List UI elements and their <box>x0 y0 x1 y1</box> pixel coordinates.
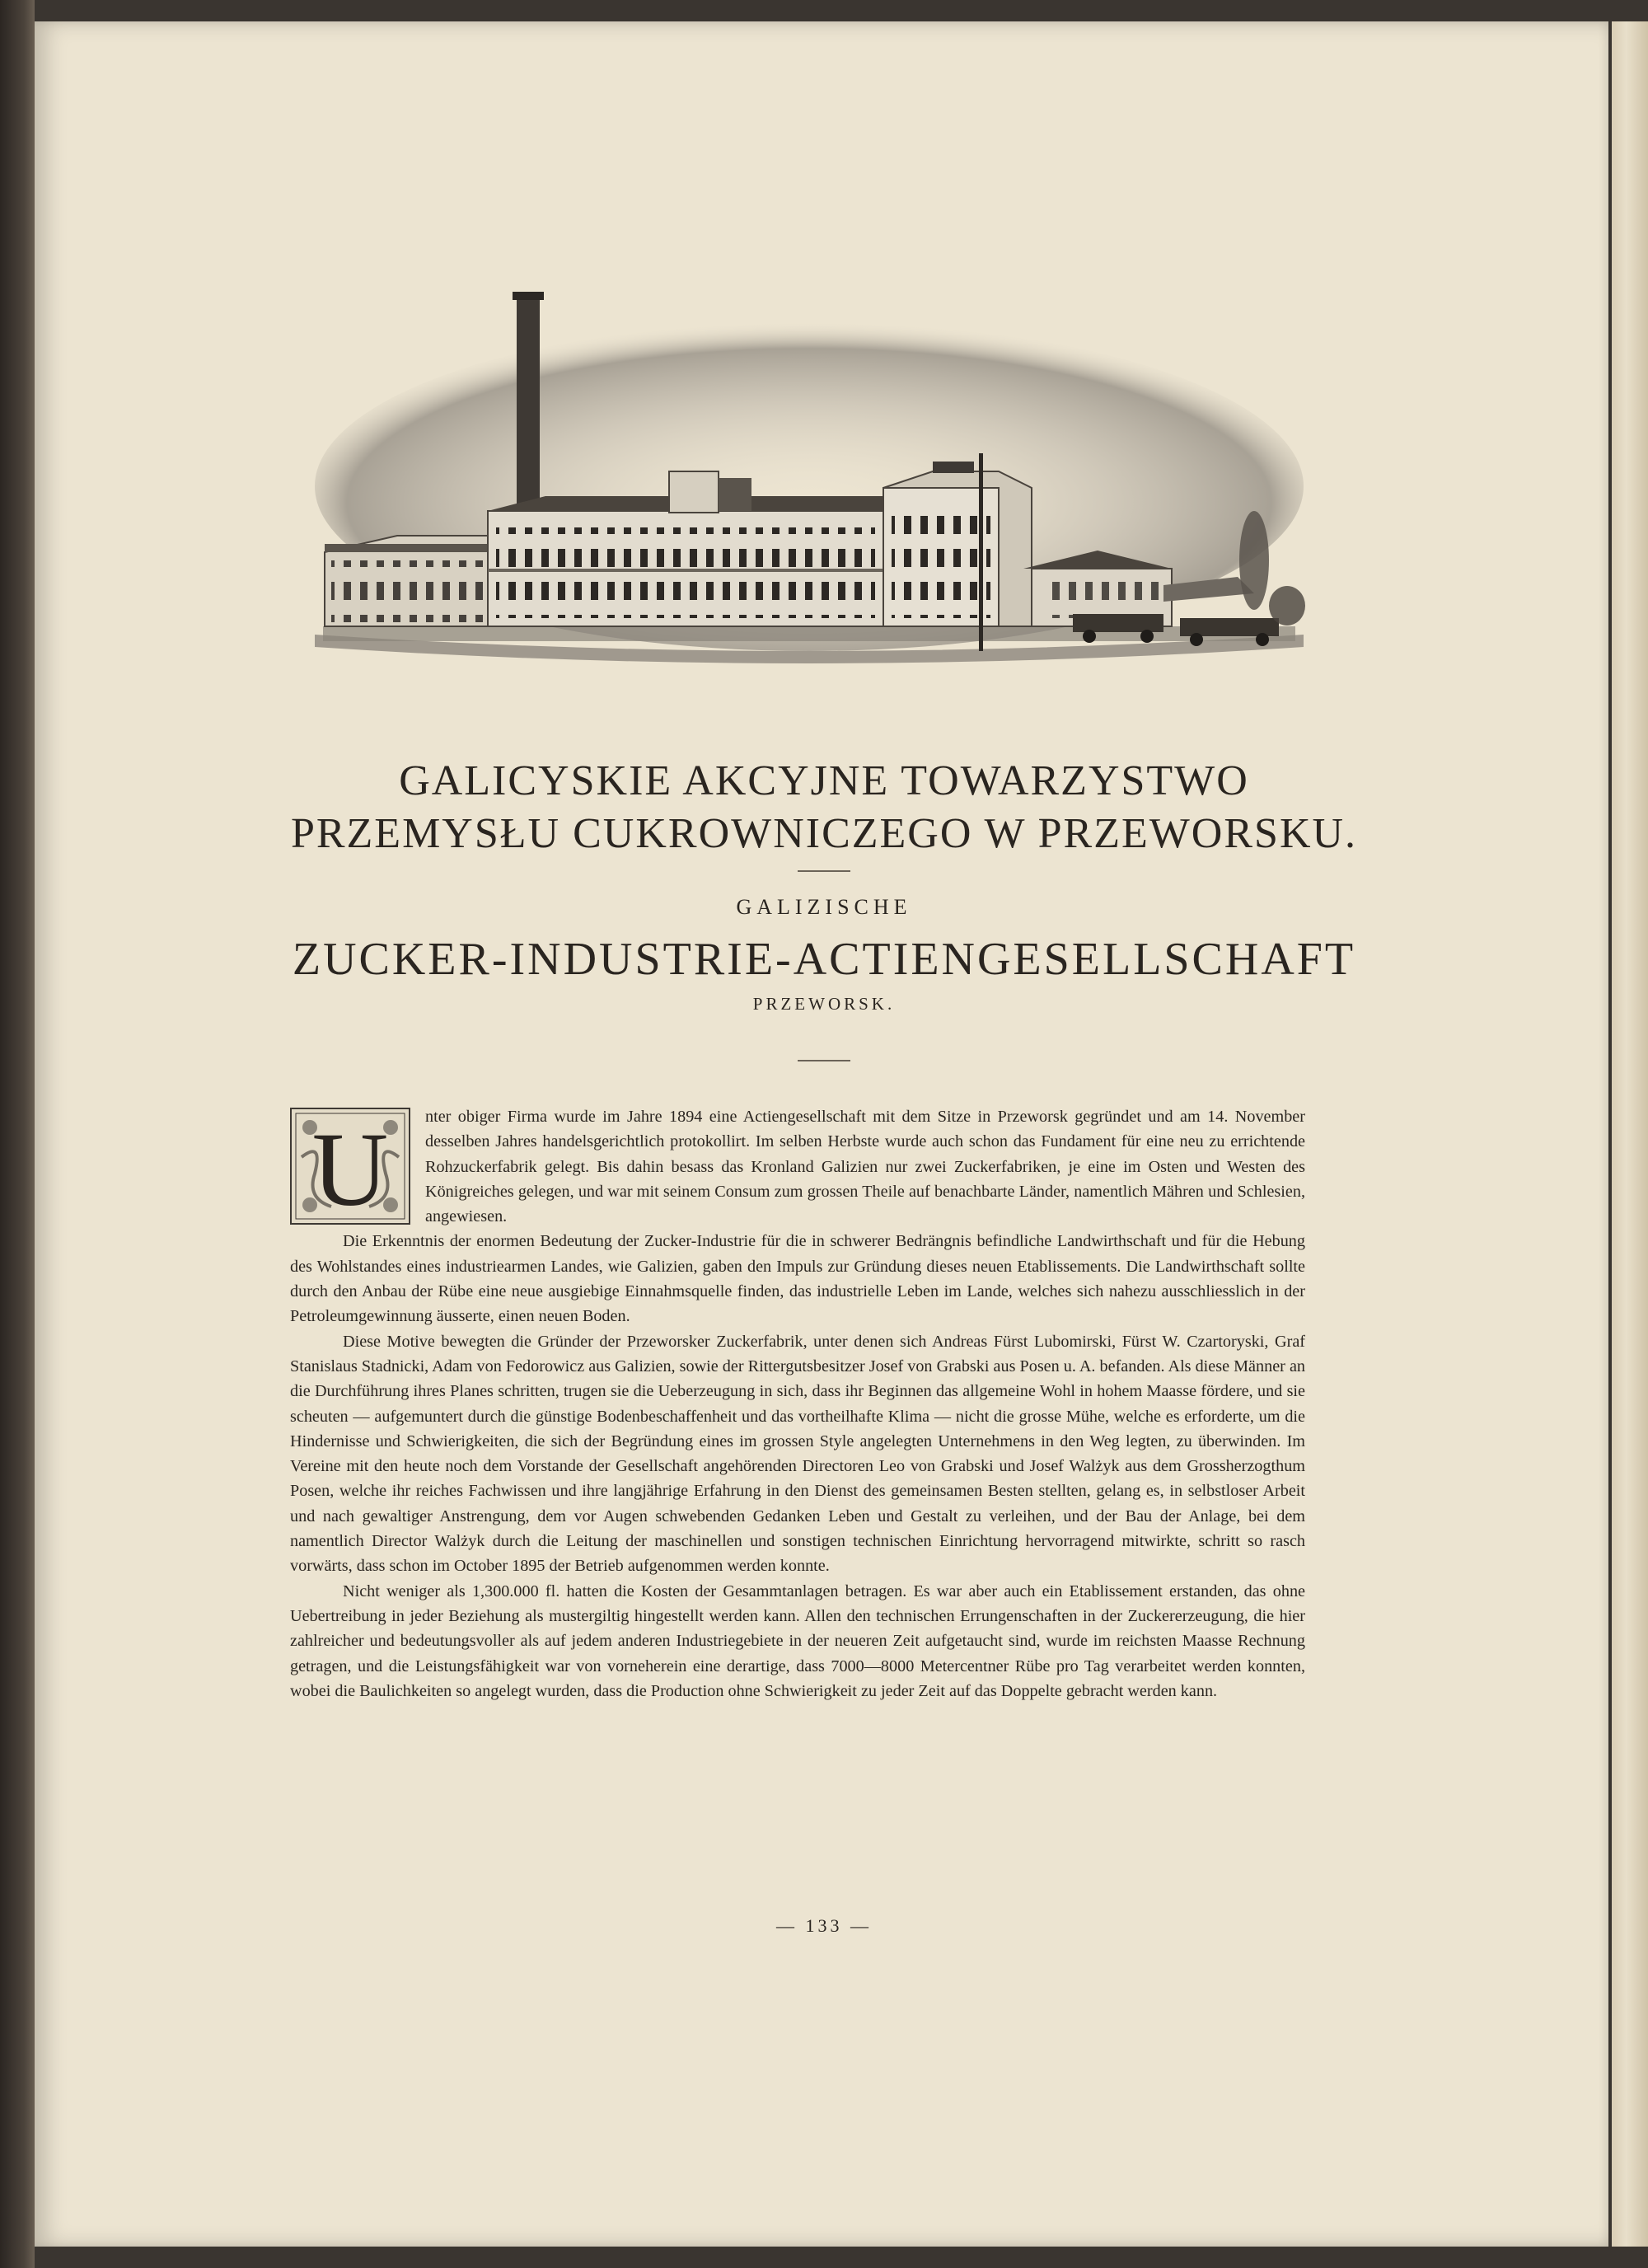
article-body <box>290 1104 1305 1703</box>
paragraph <box>290 1104 1305 1229</box>
divider-rule <box>798 1060 850 1061</box>
sugar-factory-engraving-icon <box>307 280 1312 676</box>
title-polish-line-2: PRZEMYSŁU CUKROWNICZEGO W PRZEWORSKU. <box>290 810 1358 857</box>
page-stack-edge <box>1612 21 1648 2247</box>
page-number: — 133 — <box>776 1915 872 1936</box>
paragraph: Nicht weniger als 1,300.000 fl. hatten die Kosten der Gesammtanlagen betragen. Es war aber auch ein Etablissement erstanden, das ohne Uebertreibung in jeder Beziehung als mustergiltig hingestellt werden kann. Allen den technischen Errungenschaften in der Zuckererzeugung, die hier zahlreicher und bedeutungsvoller als auf jedem anderen Industriegebiete in der neueren Zeit aufgetaucht sind, wurde im reichsten Maasse Rechnung getragen, und die Leistungsfähigkeit war von vorneherein eine derartige, dass 7000—8000 Metercentner Rübe pro Tag verarbeitet werden konnten, wobei die Baulichkeiten so angelegt wurden, dass die Production ohne Schwierigkeit zu jeder Zeit auf das Doppelte gebracht werden kann. <box>290 1582 1305 1700</box>
dropcap-letter: U <box>311 1111 389 1225</box>
paragraph: Diese Motive bewegten die Gründer der Przeworsker Zuckerfabrik, unter denen sich Andreas Fürst Lubomirski, Fürst W. Czartoryski, Graf Stanislaus Stadnicki, Adam von Fedorowicz aus Galizien, sowie der Rittergutsbesitzer Josef von Grabski aus Posen u. A. befanden. Als diese Männer an die Durchführung ihres Planes schritten, trugen sie die Ueberzeugung in sich, dass ihr Beginnen das allgemeine Wohl in hohem Maasse fördere, und sie scheuten — aufgemuntert durch die günstige Bodenbeschaffenheit und das vortheilhafte Klima — nicht die grosse Mühe, welche es erforderte, um die Hindernisse und Schwierigkeiten, die sich der Begründung eines im grossen Style angelegten Unternehmens in den Weg legten, zu überwinden. Im Vereine mit den heute noch dem Vorstande der Gesellschaft angehörenden Directoren Leo von Grabski und Josef Walżyk aus dem Grossherzogthum Posen, welche ihr reiches Fachwissen und ihre langjährige Erfahrung in den Dienst des gemeinsamen Besten stellten, gelang es, in selbstloser Arbeit und nach gewaltiger Anstrengung, dem vor Augen schwebenden Gedanken Leben und Gestalt zu verleihen, und der Bau der Anlage, bei dem namentlich Director Walżyk durch die Leitung der maschinellen und sonstigen technischen Einrichtung hervorragend mitwirkte, schritt so rasch vorwärts, dass schon im October 1895 der Betrieb aufgenommen werden konnte. <box>290 1332 1305 1576</box>
paragraph-text: nter obiger Firma wurde im Jahre 1894 eine Actiengesellschaft mit dem Sitze in Przeworsk gegründet und am 14. November desselben Jahres handelsgerichtlich protokollirt. Im selben Herbste wurde auch schon das Fundament für eine neu zu errichtende Rohzuckerfabrik gelegt. Bis dahin besass das Kronland Galizien nur zwei Zuckerfabriken, je eine im Osten und Westen des Königreiches gelegen, und war mit seinem Consum zum grossen Theile auf benachbarte Länder, namentlich Mähren und Schlesien, angewiesen. <box>425 1108 1305 1226</box>
subtitle-german: ZUCKER-INDUSTRIE-ACTIENGESELLSCHAFT <box>292 934 1356 985</box>
paragraph: Die Erkenntnis der enormen Bedeutung der Zucker-Industrie für die in schwerer Bedrängnis befindliche Landwirthschaft und für die Hebung des Wohlstandes eines industriearmen Landes, wie Galizien, gaben den Impuls zur Gründung dieses neuen Etablissements. Die Landwirthschaft sollte durch den Anbau der Rübe eine neue ausgiebige Einnahmsquelle finden, das industrielle Leben im Lande, welches sich nahezu ausschliesslich in der Petroleumgewinnung äusserte, einen neuen Boden. <box>290 1232 1305 1326</box>
subtitle-small: GALIZISCHE <box>736 895 912 919</box>
title-polish-line-1: GALICYSKIE AKCYJNE TOWARZYSTWO <box>399 757 1249 804</box>
place-name: PRZEWORSK. <box>752 994 896 1014</box>
divider-rule <box>798 870 850 872</box>
ornamental-initial-icon <box>290 1108 410 1225</box>
